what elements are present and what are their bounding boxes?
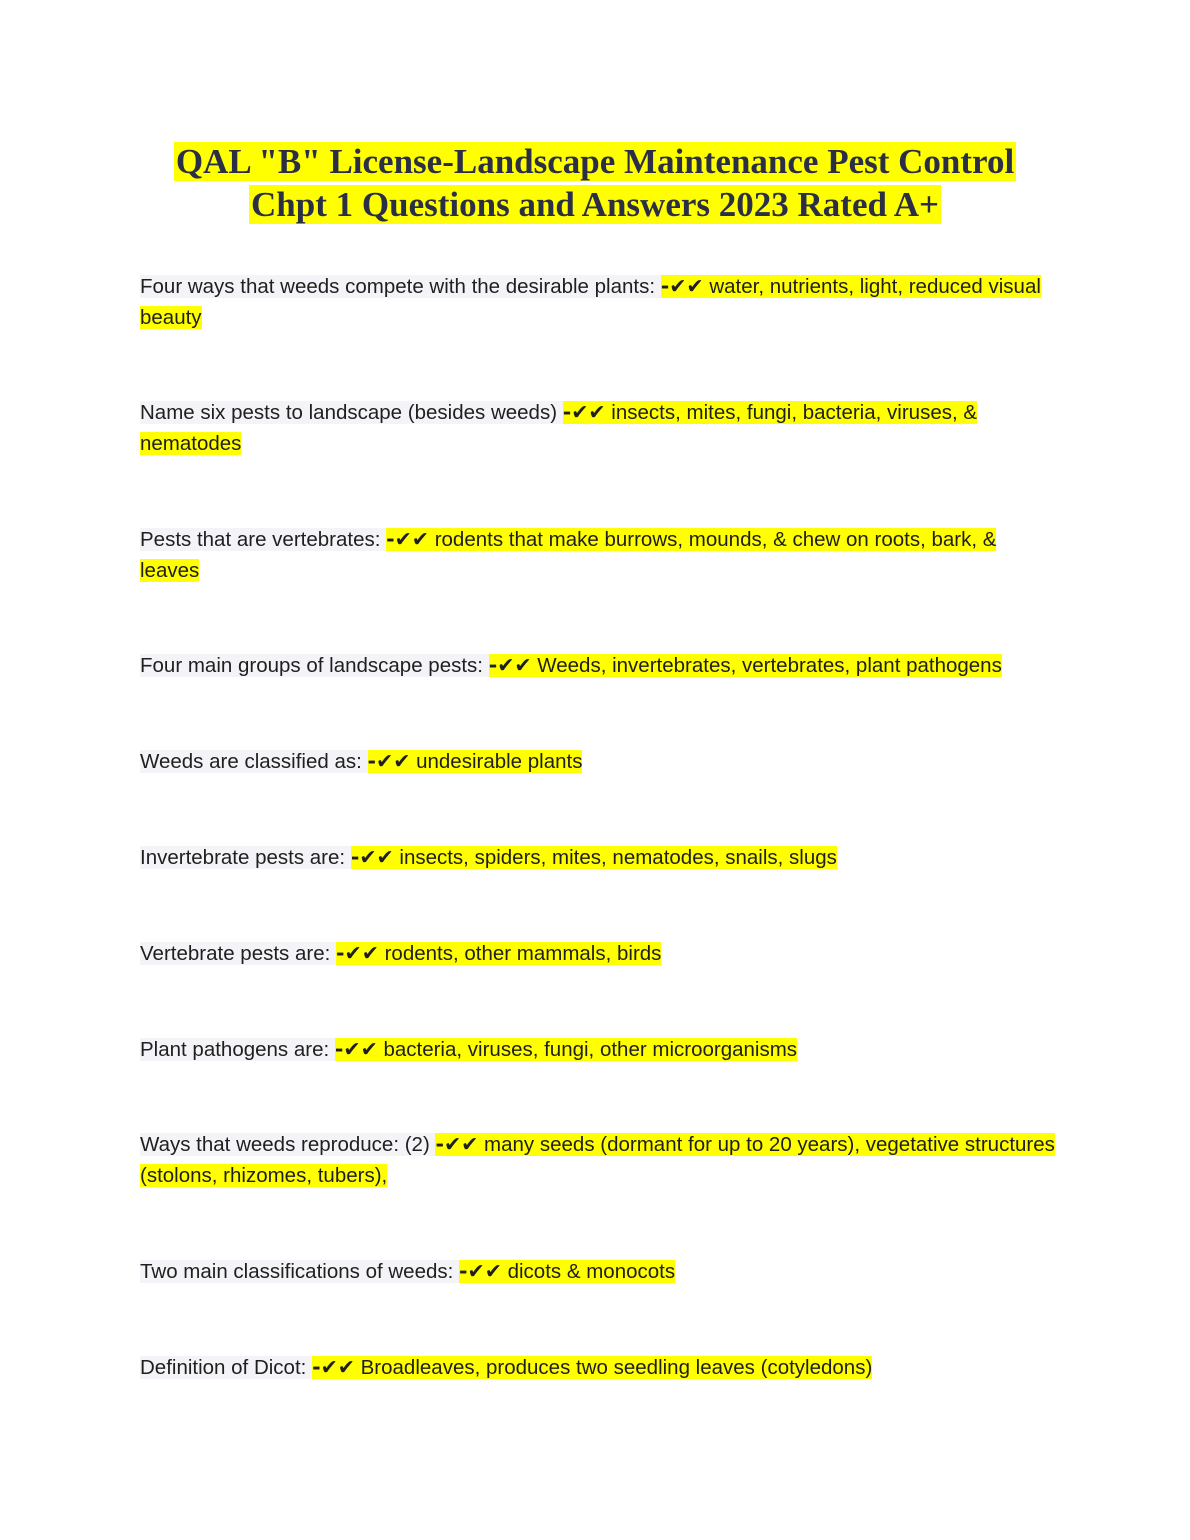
- qa-item-9: [140, 1129, 1060, 1191]
- answer-text: dicots & monocots: [501, 1260, 676, 1283]
- answer-text: insects, spiders, mites, nematodes, snails, slugs: [393, 846, 837, 869]
- check-icon: -✔✔: [350, 845, 394, 869]
- document-title: [0, 140, 1190, 226]
- answer-text: Broadleaves, produces two seedling leaves (cotyledons): [354, 1356, 873, 1379]
- answer-text: Weeds, invertebrates, vertebrates, plant pathogens: [531, 654, 1002, 677]
- question-text: Ways that weeds reproduce: (2): [140, 1133, 436, 1156]
- answer-text: bacteria, viruses, fungi, other microorganisms: [377, 1038, 798, 1061]
- check-icon: -✔✔: [367, 749, 411, 773]
- question-text: Weeds are classified as:: [140, 750, 368, 773]
- qa-item-4: [140, 650, 1060, 681]
- check-icon: -✔✔: [334, 1037, 378, 1061]
- answer-text: insects, mites, fungi, bacteria, viruses, & nematodes: [140, 401, 978, 455]
- qa-item-5: [140, 746, 1060, 777]
- qa-item-2: [140, 397, 1060, 459]
- qa-item-3: [140, 524, 1060, 586]
- title-line-2: Chpt 1 Questions and Answers 2023 Rated A+: [251, 185, 939, 224]
- check-icon: -✔✔: [336, 941, 379, 965]
- question-text: Four main groups of landscape pests:: [140, 654, 489, 677]
- check-icon: -✔✔: [312, 1355, 355, 1379]
- title-line-1: QAL "B" License-Landscape Maintenance Pest Control: [175, 142, 1015, 181]
- check-icon: -✔✔: [386, 527, 429, 551]
- answer-text: undesirable plants: [410, 750, 583, 773]
- answer-text: rodents that make burrows, mounds, & chew on roots, bark, & leaves: [140, 528, 997, 582]
- answer-text: rodents, other mammals, birds: [378, 942, 662, 965]
- answer-text: many seeds (dormant for up to 20 years), vegetative structures (stolons, rhizomes, tubers),: [140, 1133, 1055, 1187]
- question-text: Two main classifications of weeds:: [140, 1260, 460, 1283]
- check-icon: -✔✔: [488, 653, 532, 677]
- question-text: Invertebrate pests are:: [140, 846, 351, 869]
- question-text: Pests that are vertebrates:: [140, 528, 387, 551]
- question-text: Definition of Dicot:: [140, 1356, 313, 1379]
- qa-item-1: [140, 271, 1060, 333]
- check-icon: -✔✔: [435, 1132, 479, 1156]
- answer-text: water, nutrients, light, reduced visual beauty: [140, 275, 1041, 329]
- check-icon: -✔✔: [459, 1259, 502, 1283]
- qa-item-10: [140, 1256, 1060, 1287]
- check-icon: -✔✔: [660, 274, 704, 298]
- question-text: Name six pests to landscape (besides weeds): [140, 401, 563, 424]
- question-text: Plant pathogens are:: [140, 1038, 335, 1061]
- question-text: Vertebrate pests are:: [140, 942, 337, 965]
- question-text: Four ways that weeds compete with the desirable plants:: [140, 275, 661, 298]
- qa-item-6: [140, 842, 1060, 873]
- qa-item-7: [140, 938, 1060, 969]
- qa-item-11: [140, 1352, 1060, 1383]
- check-icon: -✔✔: [562, 400, 606, 424]
- qa-item-8: [140, 1034, 1060, 1065]
